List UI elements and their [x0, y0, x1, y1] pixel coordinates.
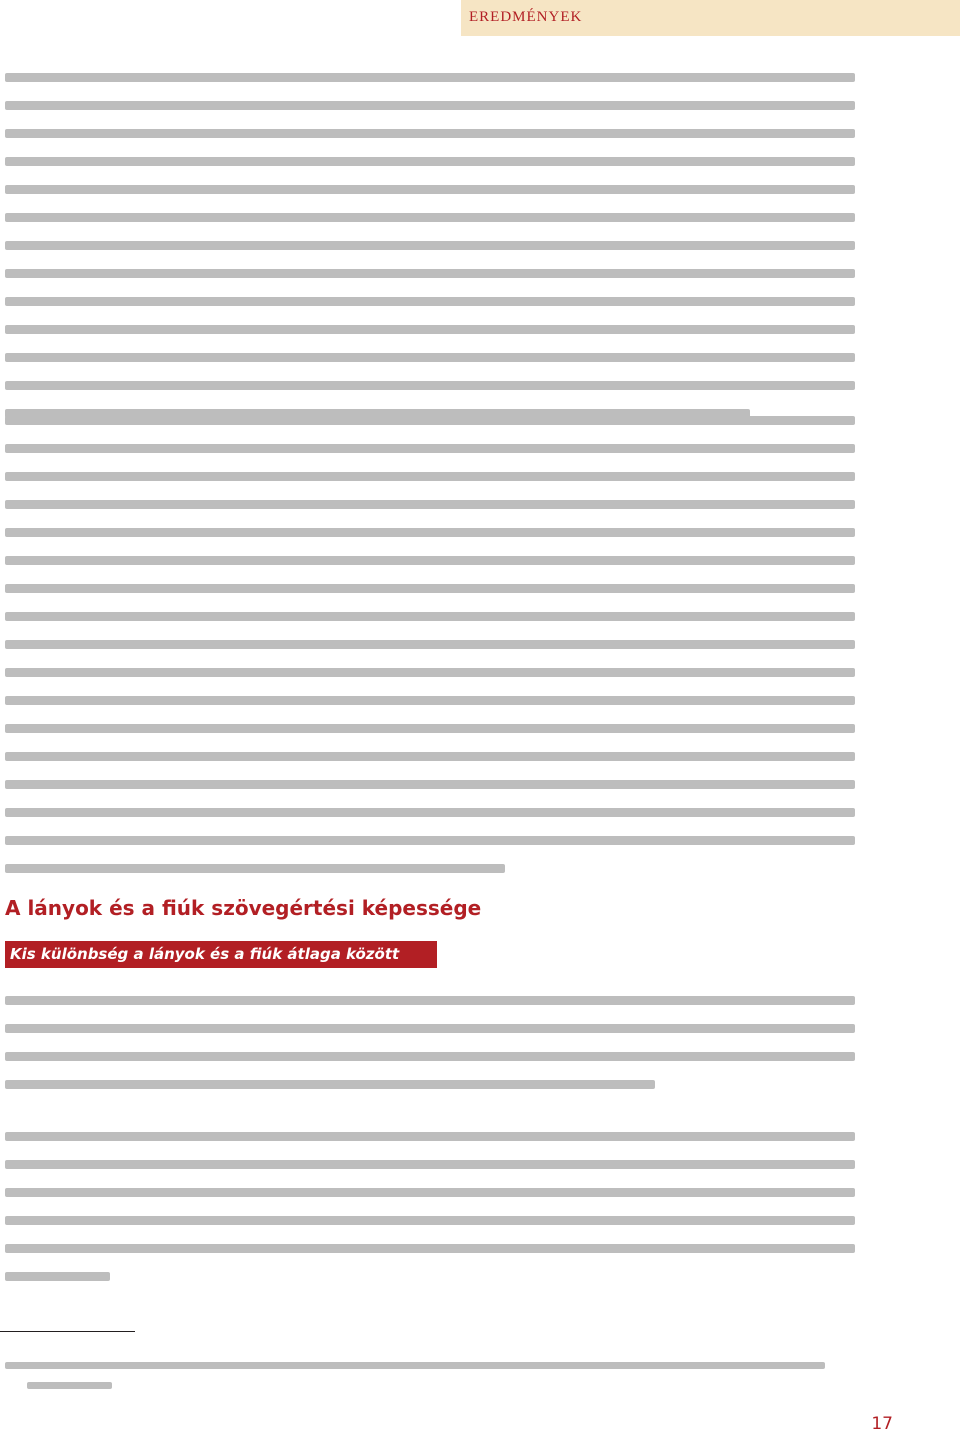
footnote-rule: [0, 1331, 135, 1332]
subheading-bar: [5, 941, 437, 968]
footnote: [0, 1355, 960, 1395]
section-heading: A lányok és a fiúk szövegértési képessége: [5, 896, 482, 920]
section-label: EREDMÉNYEK: [469, 9, 583, 25]
paragraph: [0, 63, 960, 427]
section-header-tab: [461, 0, 960, 36]
paragraph: [0, 406, 960, 882]
page-number: 17: [871, 1414, 893, 1434]
paragraph: [0, 1122, 960, 1290]
paragraph: [0, 986, 960, 1098]
subheading-text: Kis különbség a lányok és a fiúk átlaga között: [10, 945, 400, 963]
